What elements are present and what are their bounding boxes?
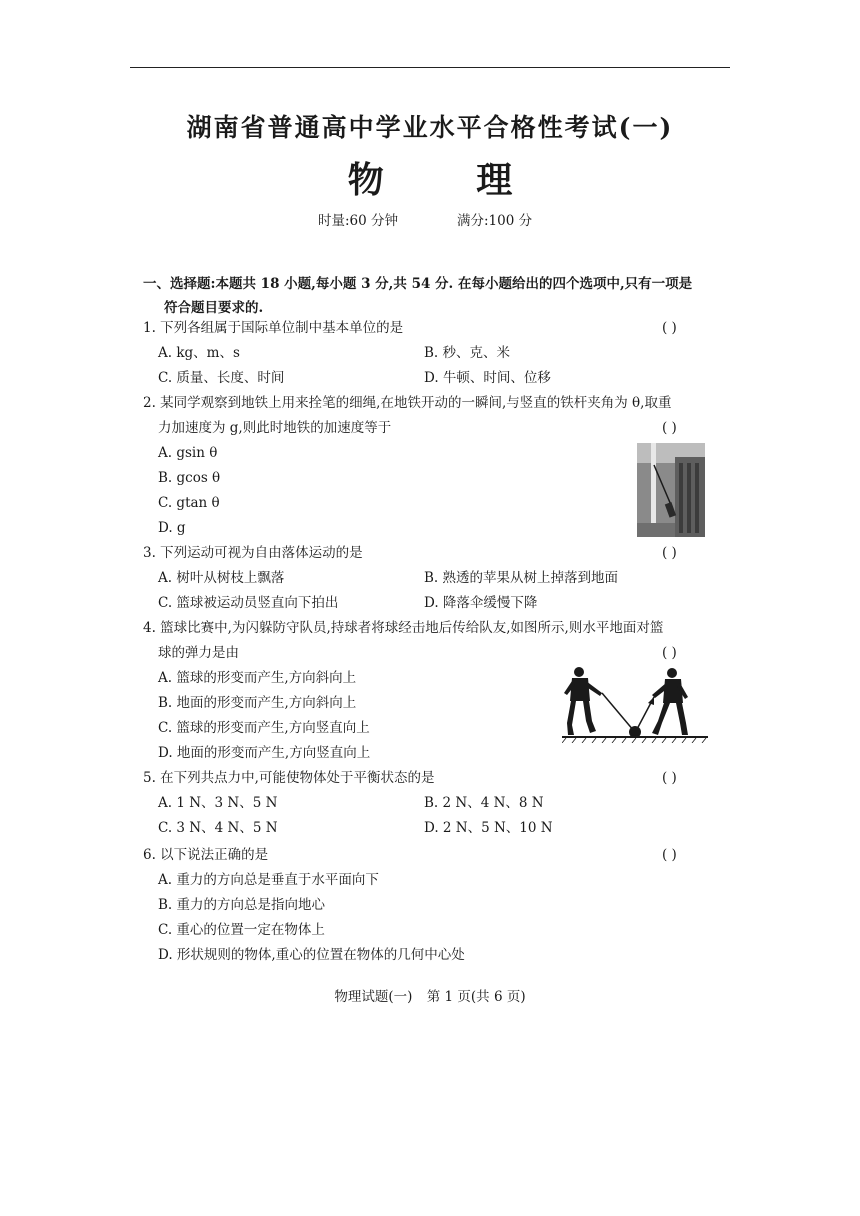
question-6-option-a: A. 重力的方向总是垂直于水平面向下 <box>158 872 379 888</box>
question-4-option-c: C. 篮球的形变而产生,方向竖直向上 <box>158 720 370 736</box>
question-6-stem: 6. 以下说法正确的是 <box>143 847 269 863</box>
question-6-option-d: D. 形状规则的物体,重心的位置在物体的几何中心处 <box>158 947 465 963</box>
section-heading-line-2: 符合题目要求的. <box>164 300 264 316</box>
question-2-stem-line-2: 力加速度为 g,则此时地铁的加速度等于 <box>158 420 392 436</box>
section-heading-line-1: 一、选择题:本题共 18 小题,每小题 3 分,共 54 分. 在每小题给出的四个选项中,只有一项是 <box>143 276 693 292</box>
question-6-option-c: C. 重心的位置一定在物体上 <box>158 922 325 938</box>
question-5-stem: 5. 在下列共点力中,可能使物体处于平衡状态的是 <box>143 770 435 786</box>
question-6-answer-bracket: ( ) <box>662 847 677 863</box>
question-3-option-d: D. 降落伞缓慢下降 <box>424 595 538 611</box>
question-3-option-b: B. 熟透的苹果从树上掉落到地面 <box>424 570 619 586</box>
question-4-option-b: B. 地面的形变而产生,方向斜向上 <box>158 695 357 711</box>
question-5-option-a: A. 1 N、3 N、5 N <box>158 795 278 811</box>
question-4-option-a: A. 篮球的形变而产生,方向斜向上 <box>158 670 357 686</box>
question-2-option-c: C. gtan θ <box>158 495 220 511</box>
section-heading <box>143 272 713 320</box>
question-5-option-b: B. 2 N、4 N、8 N <box>424 795 544 811</box>
question-5-option-d: D. 2 N、5 N、10 N <box>424 820 553 836</box>
question-4-option-d: D. 地面的形变而产生,方向竖直向上 <box>158 745 371 761</box>
basketball-bounce-pass-figure <box>562 663 708 743</box>
exam-full-score: 满分:100 分 <box>457 213 533 229</box>
question-2-option-b: B. gcos θ <box>158 470 221 486</box>
question-3-answer-bracket: ( ) <box>662 545 677 561</box>
question-1-option-a: A. kg、m、s <box>158 345 240 361</box>
question-1-stem: 1. 下列各组属于国际单位制中基本单位的是 <box>143 320 404 336</box>
subject-title: 物 理 <box>347 160 553 201</box>
top-rule <box>130 67 730 68</box>
question-3-stem: 3. 下列运动可视为自由落体运动的是 <box>143 545 363 561</box>
footer-paper-name: 物理试题(一) <box>334 989 413 1005</box>
exam-duration: 时量:60 分钟 <box>318 213 399 229</box>
question-5-answer-bracket: ( ) <box>662 770 677 786</box>
question-3-option-a: A. 树叶从树枝上飘落 <box>158 570 285 586</box>
question-1-option-c: C. 质量、长度、时间 <box>158 370 285 386</box>
question-1-option-b: B. 秒、克、米 <box>424 345 511 361</box>
subway-rope-photo <box>637 443 705 537</box>
footer-page-number: 第 1 页(共 6 页) <box>426 989 526 1005</box>
exam-title: 湖南省普通高中学业水平合格性考试(一) <box>186 113 674 142</box>
question-2-option-a: A. gsin θ <box>158 445 218 461</box>
question-2-answer-bracket: ( ) <box>662 420 677 436</box>
question-1-option-d: D. 牛顿、时间、位移 <box>424 370 551 386</box>
question-2-stem-line-1: 2. 某同学观察到地铁上用来拴笔的细绳,在地铁开动的一瞬间,与竖直的铁杆夹角为 θ,取重 <box>143 395 672 411</box>
question-4-answer-bracket: ( ) <box>662 645 677 661</box>
question-1-answer-bracket: ( ) <box>662 320 677 336</box>
question-5-option-c: C. 3 N、4 N、5 N <box>158 820 278 836</box>
page-footer <box>0 985 860 1005</box>
question-4-stem-line-1: 4. 篮球比赛中,为闪躲防守队员,持球者将球经击地后传给队友,如图所示,则水平地面对篮 <box>143 620 664 636</box>
question-3-option-c: C. 篮球被运动员竖直向下拍出 <box>158 595 339 611</box>
question-6-option-b: B. 重力的方向总是指向地心 <box>158 897 326 913</box>
question-2-option-d: D. g <box>158 520 186 536</box>
question-4-stem-line-2: 球的弹力是由 <box>158 645 239 661</box>
